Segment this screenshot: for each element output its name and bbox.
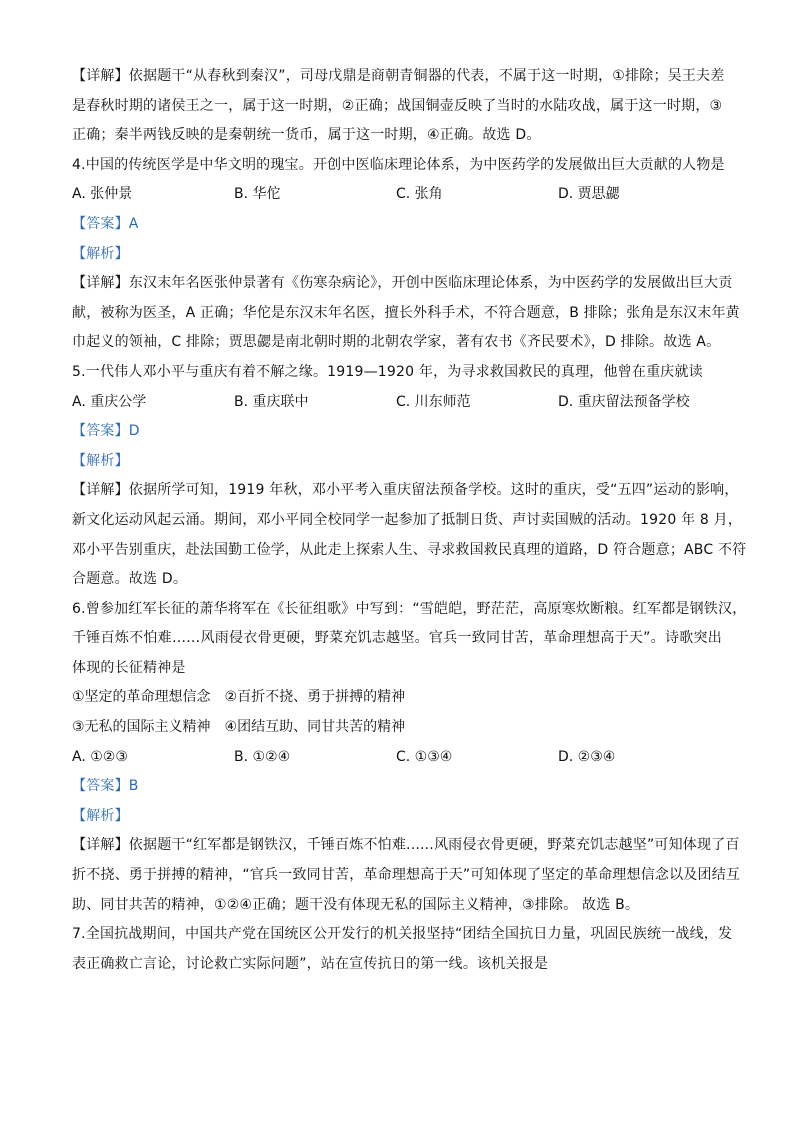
- q6-answer: [72, 772, 722, 802]
- q4-option-c: C. 张角: [396, 186, 443, 203]
- q5-detail-line-3: 邓小平告别重庆，赴法国勤工俭学，从此走上探索人生、寻求救国救民真理的道路，D 符合题意；ABC 不符: [72, 541, 747, 558]
- q5-answer: [72, 417, 722, 447]
- q4-option-b: B. 华佗: [234, 186, 281, 203]
- question-6: [72, 595, 747, 921]
- q4-answer-text: 【答案】A: [72, 215, 139, 232]
- q6-option-b: B. ①②④: [234, 748, 291, 765]
- q7-question-line-2: 表正确救亡言论，讨论救亡实际问题”，站在宣传抗日的第一线。该机关报是: [72, 955, 549, 972]
- q5-detail-line-2: 新文化运动风起云涌。期间，邓小平同全校同学一起参加了抵制日货、声讨卖国贼的活动。1920 年 8 月，: [72, 511, 743, 528]
- q4-detail-line-2: 献，被称为医圣，A 正确；华佗是东汉末年名医，擅长外科手术，不符合题意，B 排除；张角是东汉末年黄: [72, 304, 740, 321]
- q3-detail-line-3: 正确；秦半两钱反映的是秦朝统一货币，属于这一时期，④正确。故选 D。: [72, 127, 541, 144]
- q6-options: [72, 743, 722, 773]
- document-page: [72, 62, 747, 979]
- q4-answer: [72, 210, 722, 240]
- q6-detail-line-3: 助、同甘共苦的精神，①②④正确；题干没有体现无私的国际主义精神，③排除。 故选 B。: [72, 896, 640, 913]
- q3-detail-line-1: 【详解】依据题干“从春秋到秦汉”，司母戊鼎是商朝青铜器的代表，不属于这一时期，①排除；吴王夫差: [72, 68, 725, 84]
- q6-answer-text: 【答案】B: [72, 778, 139, 795]
- q6-option-c: C. ①③④: [396, 748, 453, 765]
- q4-option-d: D. 贾思勰: [558, 186, 620, 203]
- question-5: [72, 358, 747, 595]
- q3-detail-line-2: 是春秋时期的诸侯王之一，属于这一时期，②正确；战国铜壶反映了当时的水陆攻战，属于这一时期，③: [72, 97, 723, 114]
- q7-question-line-1: 7.全国抗战期间，中国共产党在国统区公开发行的机关报坚持“团结全国抗日力量，巩固民族统一战线，发: [72, 926, 733, 943]
- q5-option-b: B. 重庆联中: [234, 393, 309, 410]
- q5-option-c: C. 川东师范: [396, 393, 471, 410]
- q5-question: 5.一代伟人邓小平与重庆有着不解之缘。1919—1920 年，为寻求救国救民的真理，他曾在重庆就读: [72, 363, 703, 380]
- q6-option-d: D. ②③④: [558, 748, 616, 765]
- q6-question-line-1: 6.曾参加红军长征的萧华将军在《长征组歌》中写到：“雪皑皑，野茫茫，高原寒炊断粮。红军都是钢铁汉，: [72, 600, 747, 617]
- q5-option-d: D. 重庆留法预备学校: [558, 393, 690, 410]
- q6-detail-line-2: 折不挠、勇于拼搏的精神，“官兵一致同甘苦，革命理想高于天”可知体现了坚定的革命理想信念以及团结互: [72, 867, 741, 884]
- q6-statement-1: ①坚定的革命理想信念 ②百折不挠、勇于拼搏的精神: [72, 689, 406, 706]
- q6-question-line-2: 千锤百炼不怕难……风雨侵衣骨更硬，野菜充饥志越坚。官兵一致同甘苦，革命理想高于天”。诗歌突出: [72, 630, 722, 647]
- q5-detail-line-4: 合题意。故选 D。: [72, 571, 188, 588]
- q4-option-a: A. 张仲景: [72, 186, 133, 203]
- question-7: [72, 920, 733, 979]
- q6-statement-2: ③无私的国际主义精神 ④团结互助、同甘共苦的精神: [72, 719, 406, 736]
- q5-options: [72, 388, 722, 418]
- q4-detail-line-1: 【详解】东汉末年名医张仲景著有《伤寒杂病论》，开创中医临床理论体系，为中医药学的发展做出巨大贡: [72, 275, 733, 292]
- q5-answer-text: 【答案】D: [72, 423, 140, 440]
- q3-detail: [72, 62, 725, 151]
- q5-option-a: A. 重庆公学: [72, 393, 147, 410]
- q5-detail-line-1: 【详解】依据所学可知，1919 年秋，邓小平考入重庆留法预备学校。这时的重庆，受“五四”运动的影响，: [72, 482, 739, 499]
- question-4: [72, 151, 740, 358]
- q5-analysis: 【解析】: [72, 452, 129, 469]
- q6-option-a: A. ①②③: [72, 748, 128, 765]
- q6-analysis: 【解析】: [72, 807, 129, 824]
- q6-detail-line-1: 【详解】依据题干“红军都是钢铁汉，千锤百炼不怕难......风雨侵衣骨更硬，野菜充饥志越坚”可知体现了百: [72, 837, 740, 854]
- q4-detail-line-3: 巾起义的领袖，C 排除；贾思勰是南北朝时期的北朝农学家，著有农书《齐民要术》，D 排除。故选 A。: [72, 334, 721, 351]
- q6-question-line-3: 体现的长征精神是: [72, 659, 186, 676]
- q4-question: 4.中国的传统医学是中华文明的瑰宝。开创中医临床理论体系，为中医药学的发展做出巨大贡献的人物是: [72, 156, 725, 173]
- q4-options: [72, 180, 722, 210]
- q4-analysis: 【解析】: [72, 245, 129, 262]
